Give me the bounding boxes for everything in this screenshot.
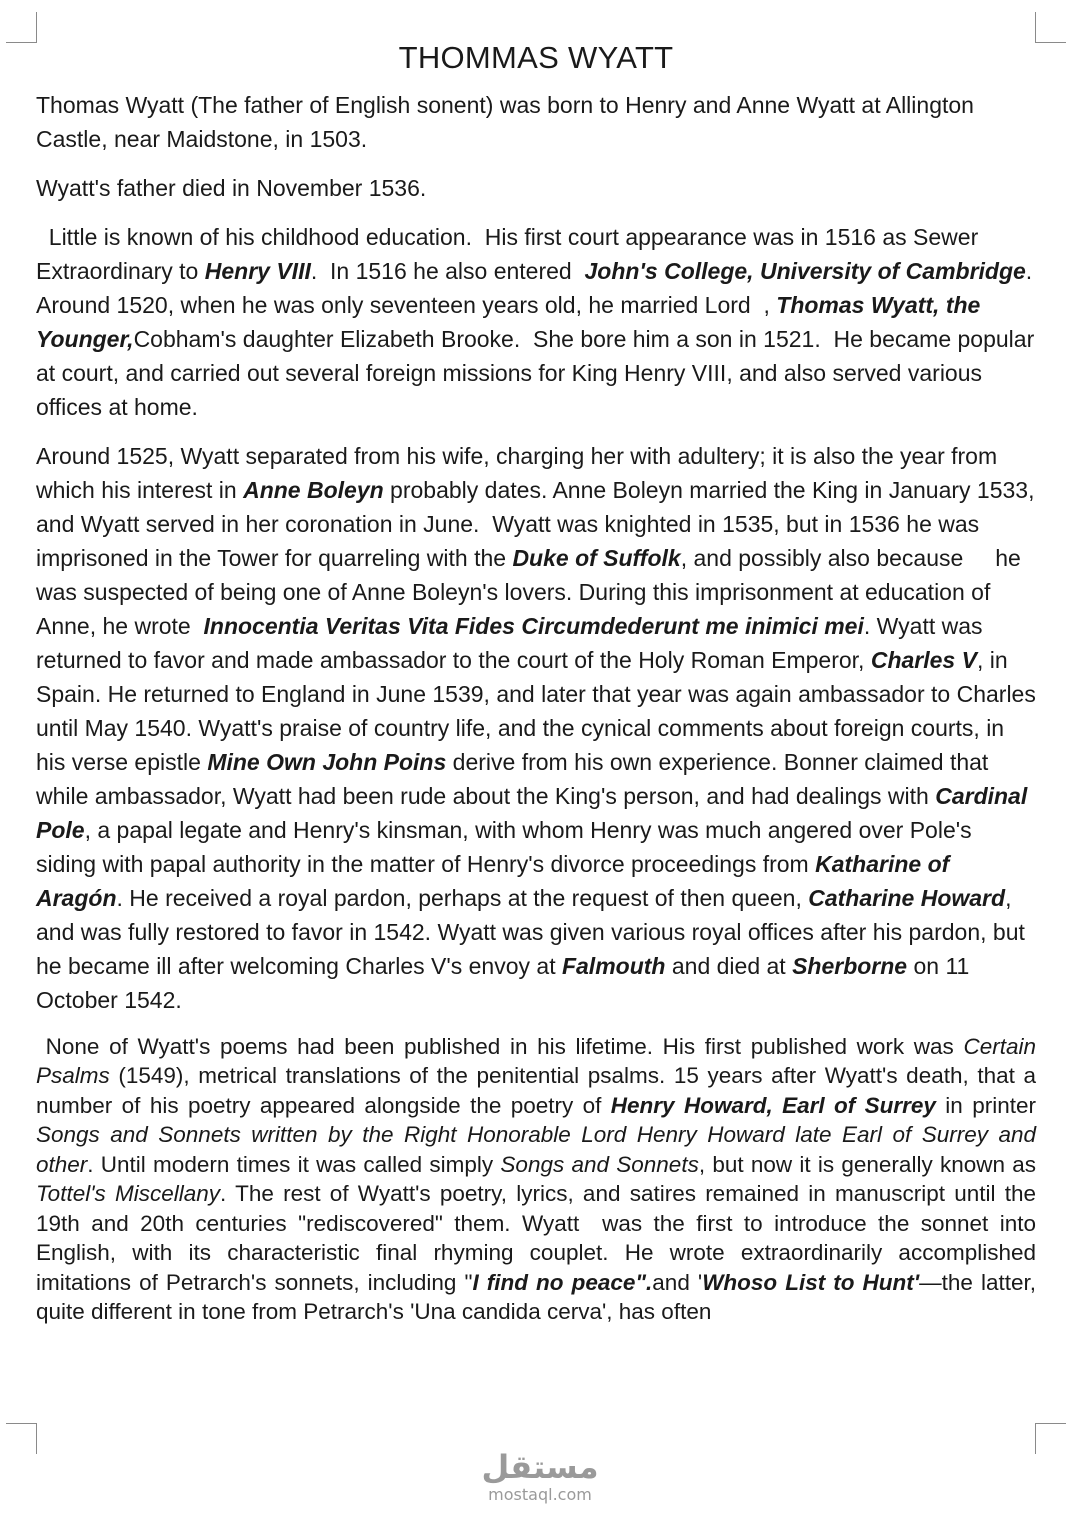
emphasis-catharine-howard: Catharine Howard xyxy=(808,884,1006,911)
text-run: , a papal legate and Henry's kinsman, with whom Henry was much angered over Pole's siding with papal authority in the matter of Henry's divorce proceedings from xyxy=(36,816,972,877)
emphasis-sherborne: Sherborne xyxy=(792,952,908,979)
emphasis-katharine-of-aragon: Katharine of Aragón xyxy=(36,850,950,911)
text-run: , but now it is generally known as xyxy=(698,1151,1036,1177)
crop-mark-bottom-right xyxy=(1035,1423,1066,1454)
paragraph-poetry xyxy=(36,1032,1036,1327)
logo-url-text: mostaql.com xyxy=(488,1485,592,1504)
text-run: . Until modern times it was called simply xyxy=(87,1151,501,1177)
page-title: THOMMAS WYATT xyxy=(398,40,674,75)
text-run: , and possibly also because he was suspected of being one of Anne Boleyn's lovers. During this imprisonment at education of Anne, he wrote xyxy=(36,544,1021,639)
text-run: Little is known of his childhood education. His first court appearance was in 1516 as Sewer Extraordinary to xyxy=(36,223,979,284)
emphasis-mine-own-john-poins: Mine Own John Poins xyxy=(207,748,447,775)
emphasis-johns-college: John's College, University of Cambridge xyxy=(584,257,1026,284)
text-run: . The rest of Wyatt's poetry, lyrics, and satires remained in manuscript until the 19th and 20th centuries "rediscovered" them. Wyatt was the first to introduce the sonnet into English, with its characteristic final rhyming couplet. He wrote extraordinarily accomplished imitations of Petrarch's sonnets, including " xyxy=(36,1181,1036,1295)
text-run: derive from his own experience. Bonner claimed that while ambassador, Wyatt had been rude about the King's person, and had dealings with xyxy=(36,748,989,809)
document-page xyxy=(36,40,1036,1327)
text-run: , and was fully restored to favor in 1542. Wyatt was given various royal offices after his pardon, but he became ill after welcoming Charles V's envoy at xyxy=(36,884,1025,979)
text-run: . Around 1520, when he was only seventeen years old, he married Lord , xyxy=(36,257,1033,318)
text-run: —the latter, quite different in tone from Petrarch's 'Una candida cerva', has often xyxy=(36,1269,1036,1325)
emphasis-henry-howard: Henry Howard, Earl of Surrey xyxy=(610,1092,936,1118)
watermark-logo xyxy=(470,1448,610,1504)
crop-mark-bottom-left xyxy=(6,1423,37,1454)
emphasis-anne-boleyn: Anne Boleyn xyxy=(243,476,384,503)
emphasis-duke-of-suffolk: Duke of Suffolk xyxy=(512,544,681,571)
text-run: Thomas Wyatt (The father of English sonent) was born to Henry and Anne Wyatt at Allington Castle, near Maidstone, in 1503. xyxy=(36,91,974,152)
emphasis-thomas-wyatt-younger: Thomas Wyatt, the Younger, xyxy=(36,291,981,352)
emphasis-henry-viii: Henry VIII xyxy=(204,257,311,284)
text-run: . Wyatt was returned to favor and made ambassador to the court of the Holy Roman Emperor, xyxy=(36,612,983,673)
text-run: on 11 October 1542. xyxy=(36,952,970,1013)
text-run: probably dates. Anne Boleyn married the King in January 1533, and Wyatt served in her coronation in June. Wyatt was knighted in 1535, but in 1536 he was imprisoned in the Tower for quarreling with the xyxy=(36,476,1035,571)
emphasis-charles-v: Charles V xyxy=(870,646,977,673)
paragraph-birth xyxy=(36,88,1036,156)
crop-mark-top-left xyxy=(6,12,37,43)
text-run: Wyatt's father died in November 1536. xyxy=(36,174,427,201)
emphasis-whoso-list-to-hunt: Whoso List to Hunt' xyxy=(702,1269,920,1295)
emphasis-songs-and-sonnets: Songs and Sonnets xyxy=(500,1151,699,1177)
text-run: and died at xyxy=(665,952,793,979)
emphasis-innocentia: Innocentia Veritas Vita Fides Circumdederunt me inimici mei xyxy=(203,612,864,639)
paragraph-father-death xyxy=(36,171,1036,205)
emphasis-falmouth: Falmouth xyxy=(561,952,666,979)
paragraph-education xyxy=(36,220,1036,424)
emphasis-songs-and-sonnets-full: Songs and Sonnets written by the Right Honorable Lord Henry Howard late Earl of Surrey and other xyxy=(36,1122,1036,1177)
text-run: (1549), metrical translations of the penitential psalms. 15 years after Wyatt's death, that a number of his poetry appeared alongside the poetry of xyxy=(36,1063,1036,1118)
text-run: Cobham's daughter Elizabeth Brooke. She bore him a son in 1521. He became popular at court, and carried out several foreign missions for King Henry VIII, and also served various offices at home. xyxy=(36,325,1035,420)
emphasis-cardinal-pole: Cardinal Pole xyxy=(36,782,1028,843)
paragraph-career xyxy=(36,439,1036,1017)
text-run: None of Wyatt's poems had been published in his lifetime. His first published work was xyxy=(36,1033,964,1059)
emphasis-i-find-no-peace: I find no peace". xyxy=(472,1269,653,1295)
text-run: and ' xyxy=(652,1269,703,1295)
text-run: in printer xyxy=(935,1092,1036,1118)
logo-arabic-text: مستقل xyxy=(481,1448,599,1486)
emphasis-certain-psalms: Certain Psalms xyxy=(36,1033,1036,1089)
crop-mark-top-right xyxy=(1035,12,1066,43)
text-run: . In 1516 he also entered xyxy=(310,257,585,284)
emphasis-tottels-miscellany: Tottel's Miscellany xyxy=(36,1181,221,1207)
text-run: . He received a royal pardon, perhaps at the request of then queen, xyxy=(116,884,809,911)
text-run: , in Spain. He returned to England in June 1539, and later that year was again ambassador to Charles until May 1540. Wyatt's praise of country life, and the cynical comments about foreign courts, in his verse epistle xyxy=(36,646,1036,775)
text-run: Around 1525, Wyatt separated from his wife, charging her with adultery; it is also the year from which his interest in xyxy=(36,442,1017,503)
